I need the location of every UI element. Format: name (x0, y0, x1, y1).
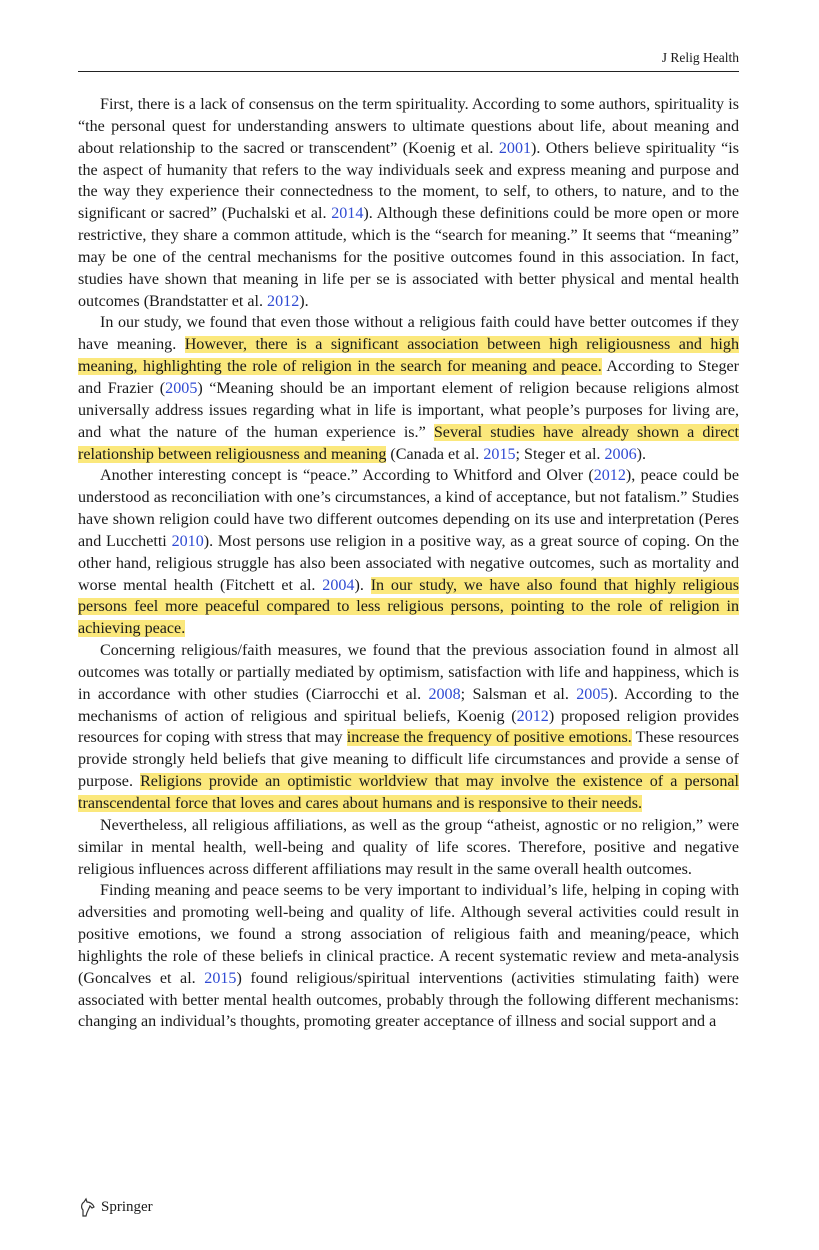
text-run: ). According to the mechanisms of action of religious and spiritual beliefs, Koenig ( (78, 685, 740, 725)
citation-link[interactable]: 2012 (516, 707, 549, 725)
text-run: ), peace could be understood as reconciliation with one’s circumstances, a kind of acceptance, but not fatalism.” Studies have shown religion could have two different outcomes depending on its use and interpretation (Peres and Lucchetti (78, 467, 739, 550)
citation-link[interactable]: 2005 (165, 379, 198, 397)
citation-link[interactable]: 2008 (428, 685, 461, 703)
highlighted-text: Religions provide an optimistic worldview that may involve the existence of a personal transcendental force that loves and cares about humans and is responsive to their needs. (78, 773, 739, 812)
text-run: ; Steger et al. (515, 445, 605, 463)
paragraph (78, 815, 739, 881)
citation-link[interactable]: 2001 (498, 139, 532, 157)
text-run: ). Others believe spirituality “is the aspect of humanity that refers to the way individuals seek and express meaning and purpose and the way they experience their connectedness to the moment, to self, to others, to nature, and to the significant or sacred” (Puchalski et al. (78, 139, 739, 223)
text-run: ). Although these definitions could be more open or more restrictive, they share a common attitude, which is the “search for meaning.” It seems that “meaning” may be one of the central mechanisms for the positive outcomes found in this association. In fact, studies have shown that meaning in life per se is associated with better physical and mental health outcomes (Brandstatter et al. (78, 205, 739, 310)
citation-link[interactable]: 2012 (267, 292, 300, 310)
text-run: ). Most persons use religion in a positive way, as a great source of coping. On the other hand, religious struggle has also been associated with negative outcomes, such as mortality and worse mental health (Fitchett et al. (78, 532, 739, 594)
text-run: Finding meaning and peace seems to be very important to individual’s life, helping in coping with adversities and promoting well-being and quality of life. Although several activities could result in positive emotions, we found a strong association of religious faith and meaning/peace, which highlights the role of these beliefs in clinical practice. A recent systematic review and meta-analysis (Goncalves et al. (78, 882, 739, 987)
citation-link[interactable]: 2014 (331, 205, 364, 223)
paragraph (78, 465, 739, 640)
citation-link[interactable]: 2010 (171, 532, 204, 550)
text-run: In our study, we found that even those without a religious faith could have better outcomes if they have meaning. (78, 314, 739, 354)
citation-link[interactable]: 2015 (204, 969, 237, 987)
citation-link[interactable]: 2004 (322, 576, 355, 594)
citation-link[interactable]: 2006 (604, 445, 637, 463)
article-body (78, 94, 739, 1033)
publisher-name: Springer (101, 1198, 153, 1215)
text-run: ) “Meaning should be an important element of religion because religions almost universally address issues regarding what in life is important, what people’s purposes for living are, and what the nature of the human experience is.” (78, 379, 739, 441)
text-run: ) proposed religion provides resources for coping with stress that may (78, 707, 739, 747)
citation-link[interactable]: 2015 (483, 445, 516, 463)
text-run: These resources provide strongly held beliefs that give meaning to difficult life circumstances and provide a sense of purpose. (78, 729, 740, 791)
highlighted-text: However, there is a significant association between high religiousness and high meaning, highlighting the role of religion in the search for meaning and peace. (78, 336, 739, 376)
paragraph (78, 880, 739, 1033)
text-run: ; Salsman et al. (460, 685, 577, 703)
highlighted-text: Several studies have already shown a direct relationship between religiousness and meaning (78, 423, 739, 463)
springer-horse-icon (79, 1197, 97, 1217)
text-run: Nevertheless, all religious affiliations, as well as the group “atheist, agnostic or no religion,” were similar in mental health, well-being and quality of life scores. Therefore, positive and negative religious influences across different affiliations may result in the same overall health outcomes. (78, 816, 739, 878)
highlighted-text: In our study, we have also found that highly religious persons feel more peaceful compared to less religious persons, pointing to the role of religion in achieving peace. (78, 576, 740, 638)
text-run: ). (299, 292, 309, 310)
text-run: Concerning religious/faith measures, we found that the previous association found in almost all outcomes was totally or partially mediated by optimism, satisfaction with life and happiness, which is in accordance with other studies (Ciarrocchi et al. (78, 642, 739, 703)
text-run: ). (636, 445, 647, 463)
journal-title: J Relig Health (661, 50, 739, 65)
paragraph (78, 94, 739, 312)
highlighted-text: increase the frequency of positive emotions. (346, 729, 632, 747)
running-header (78, 49, 739, 72)
text-run: ). (354, 576, 371, 594)
page-footer (79, 1197, 153, 1217)
paragraph (78, 640, 739, 815)
citation-link[interactable]: 2012 (593, 467, 626, 485)
paragraph (78, 312, 739, 465)
citation-link[interactable]: 2005 (576, 685, 609, 703)
text-run: (Canada et al. (386, 445, 484, 463)
text-run: First, there is a lack of consensus on the term spirituality. According to some authors, spirituality is “the personal quest for understanding answers to ultimate questions about life, about meaning and about relationship to the sacred or transcendent” (Koenig et al. (78, 96, 739, 157)
text-run: Another interesting concept is “peace.” According to Whitford and Olver ( (100, 467, 594, 485)
text-run: According to Steger and Frazier ( (78, 358, 739, 397)
text-run: ) found religious/spiritual interventions (activities stimulating faith) were associated with better mental health outcomes, probably through the following different mechanisms: changing an individual’s thoughts, promoting greater acceptance of illness and social support and a (78, 969, 739, 1031)
